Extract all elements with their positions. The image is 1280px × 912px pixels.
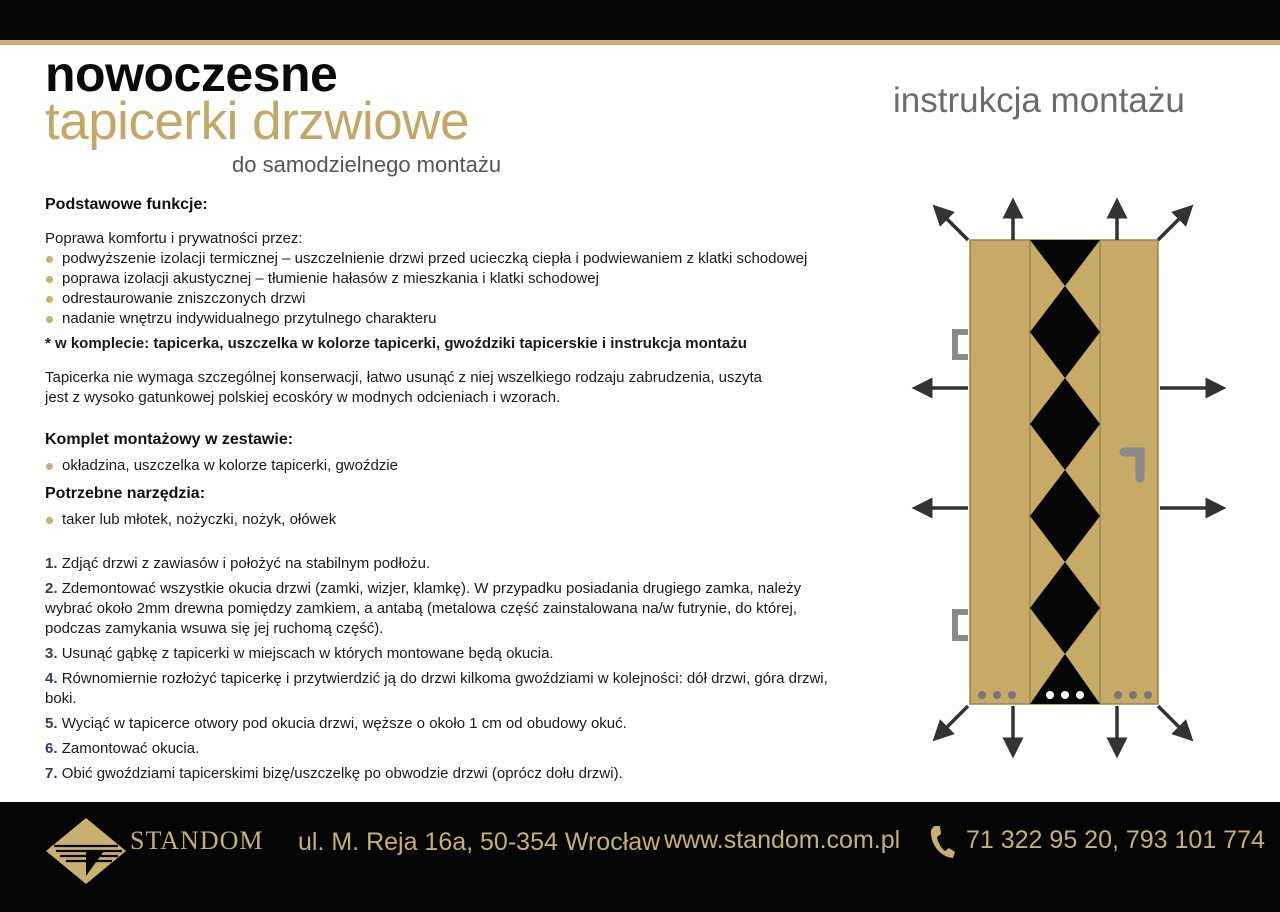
address: ul. M. Reja 16a, 50-354 Wrocław [298,828,661,856]
hinge-icon [955,332,968,357]
bullet-icon [46,276,53,283]
list-item: poprawa izolacji akustycznej – tłumienie hałasów z mieszkania i klatki schodowej [45,269,845,289]
list-item: nadanie wnętrzu indywidualnego przytulnego charakteru [45,309,845,329]
phone-number[interactable]: 71 322 95 20, 793 101 774 [966,826,1265,854]
step-item: 5. Wyciąć w tapicerce otwory pod okucia drzwi, węższe o około 1 cm od obudowy okuć. [45,715,627,732]
care-text-line-1: Tapicerka nie wymaga szczególnej konserwacji, łatwo usunąć z niej wszelkiego rodzaju zabrudzenia, uszyta [45,369,763,386]
list-item: okładzina, uszczelka w kolorze tapicerki, gwoździe [45,456,845,476]
title-line-2: tapicerki drzwiowe [45,92,469,151]
brand-name: STANDOM [130,826,264,855]
tools-heading: Potrzebne narzędzia: [45,485,206,502]
kit-note: * w komplecie: tapicerka, uszczelka w kolorze tapicerki, gwoździki tapicerskie i instrukcja montażu [45,335,747,352]
footer [0,802,1280,912]
bullet-icon [46,256,53,263]
step-item: 1. Zdjąć drzwi z zawiasów i położyć na stabilnym podłożu. [45,555,431,572]
top-bar [0,0,1280,40]
standom-logo-icon [44,816,128,886]
subtitle: do samodzielnego montażu [232,152,502,177]
instruction-title: instrukcja montażu [893,81,1185,120]
door-diagram [910,195,1240,765]
step-item: 7. Obić gwoździami tapicerskimi bizę/uszczelkę po obwodzie drzwi (oprócz dołu drzwi). [45,765,623,782]
list-item: odrestaurowanie zniszczonych drzwi [45,289,845,309]
bullet-icon [46,517,53,524]
functions-heading: Podstawowe funkcje: [45,196,208,213]
bullet-icon [46,296,53,303]
step-item: 6. Zamontować okucia. [45,740,200,757]
top-gold-line [0,40,1280,45]
hinge-icon [955,612,968,638]
step-item: 4. Równomiernie rozłożyć tapicerkę i przytwierdzić ją do drzwi kilkoma gwoździami w kolejności: dół drzwi, góra drzwi, boki. [45,670,828,707]
list-item: podwyższenie izolacji termicznej – uszczelnienie drzwi przed ucieczką ciepła i podwiewaniem z klatki schodowej [45,249,845,269]
phone-icon [928,824,956,860]
website-link[interactable]: www.standom.com.pl [664,826,901,854]
care-text-line-2: jest z wysoko gatunkowej polskiej ecoskóry w modnych odcieniach i wzorach. [45,389,561,406]
step-item: 2. Zdemontować wszystkie okucia drzwi (zamki, wizjer, klamkę). W przypadku posiadania drugiego zamka, należy wybrać około 2mm drewna pomiędzy zamkiem, a antabą (metalowa część zainstalowana na/w futrynie, do której, podczas zamykania wsuwa się jej ruchomą część). [45,580,802,637]
list-item: taker lub młotek, nożyczki, nożyk, ołówek [45,510,845,530]
title-line-1: nowoczesne [45,46,338,102]
step-item: 3. Usunąć gąbkę z tapicerki w miejscach w których montowane będą okucia. [45,645,554,662]
bullet-icon [46,316,53,323]
bullet-icon [46,463,53,470]
kit-heading: Komplet montażowy w zestawie: [45,431,294,448]
functions-intro: Poprawa komfortu i prywatności przez: [45,230,303,247]
main-content [45,195,845,789]
